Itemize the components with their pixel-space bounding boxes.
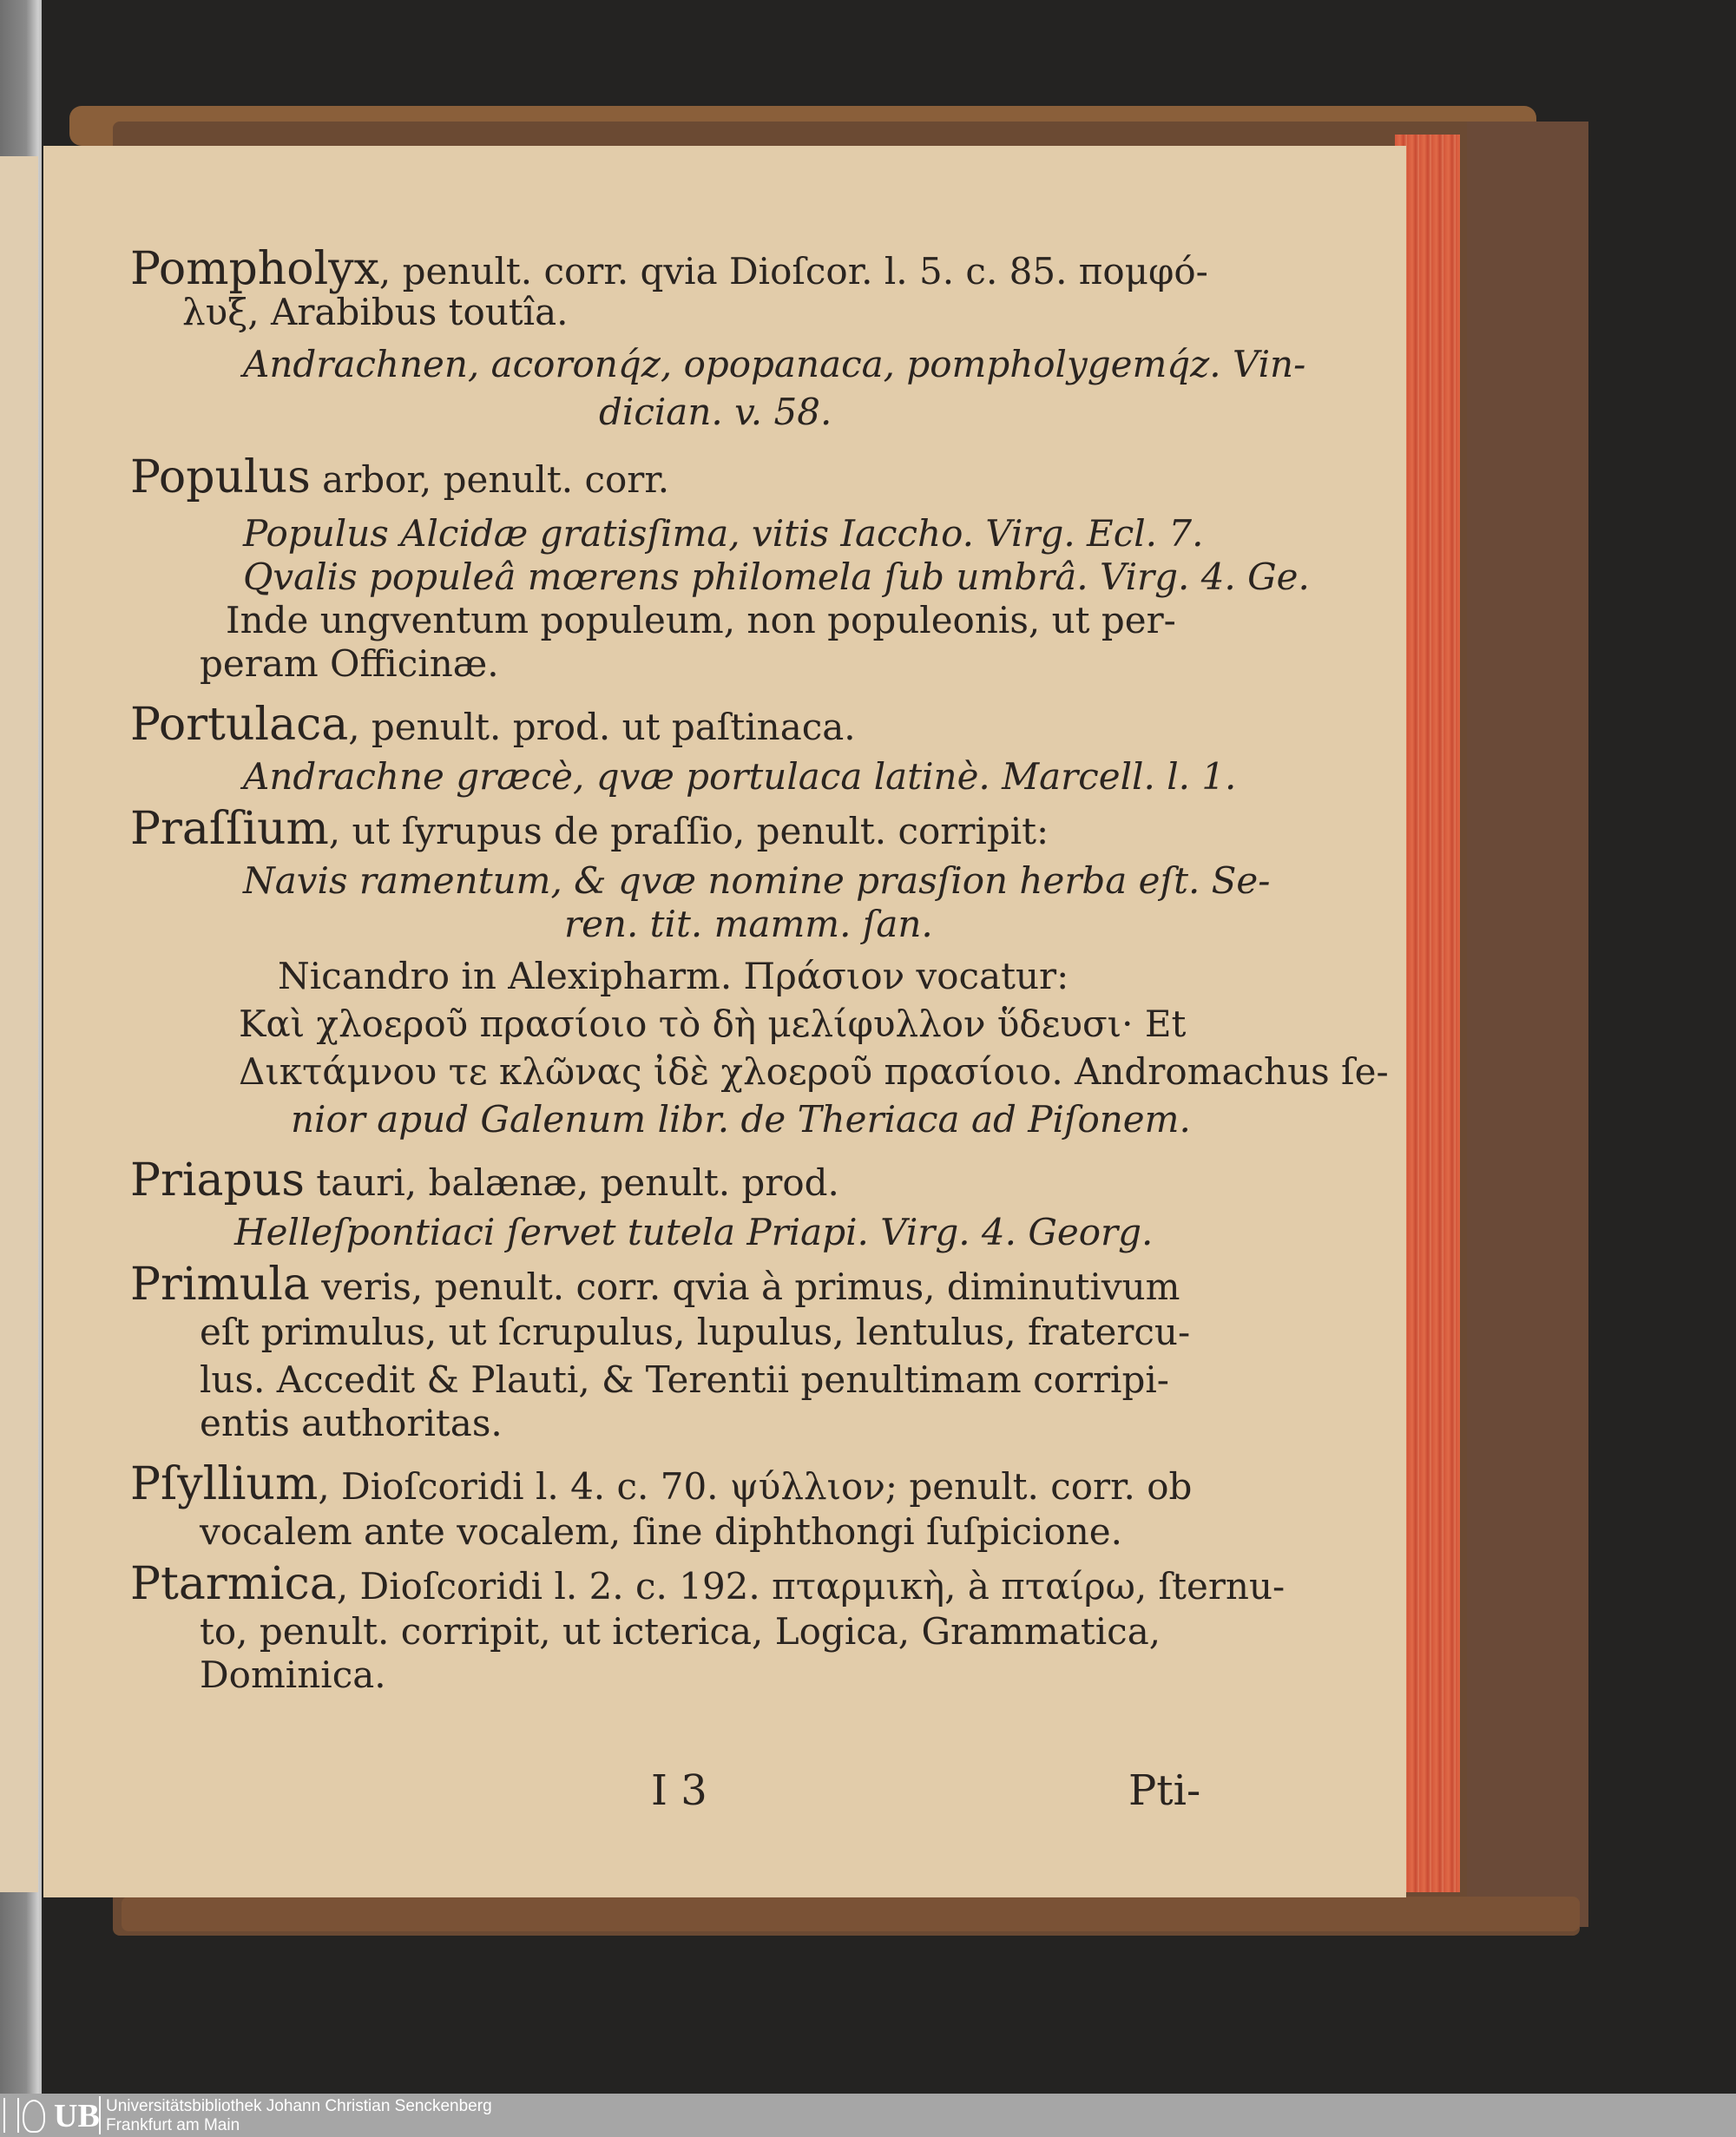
text-line: lus. Accedit & Plauti, & Terentii penultimam corripi- [200,1358,1169,1401]
headword: Populus [130,451,311,503]
library-banner [0,2094,1736,2137]
entry-text: , penult. prod. ut paſtinaca. [348,706,856,748]
text-line: nior apud Galenum libr. de Theriaca ad Piſonem. [291,1098,1191,1141]
adjacent-page-paper [0,156,38,1892]
text-line: λυξ, Arabibus toutîa. [182,291,569,333]
entry-headline [130,1154,839,1207]
headword: Priapus [130,1154,305,1207]
logo-portrait-icon [23,2100,45,2133]
library-name: Universitätsbibliothek Johann Christian Senckenberg [106,2097,492,2115]
text-line: Qvalis populeâ mœrens philomela ſub umbrâ. Virg. 4. Ge. [243,556,1310,598]
entry-headline [130,1558,1286,1610]
entry-text: tauri, balænæ, penult. prod. [304,1161,839,1204]
text-line: Nicandro in Alexipharm. Πράσιον vocatur: [278,955,1069,997]
book-cover-right-edge [1467,122,1588,1927]
text-line: eſt primulus, ut ſcrupulus, lupulus, lentulus, fratercu- [200,1311,1191,1353]
text-line: to, penult. corripit, ut icterica, Logica, Grammatica, [200,1610,1161,1653]
headword: Portulaca [130,699,349,751]
text-line: Populus Alcidæ gratisſima, vitis Iaccho. Virg. Ecl. 7. [243,512,1204,555]
entry-text: , Dioſcoridi l. 2. c. 192. πταρμικὴ, à πταίρω, ſternu- [336,1565,1286,1608]
entry-headline [130,243,1208,295]
text-line: Δικτάμνου τε κλῶνας ἰδὲ χλοεροῦ πρασίοιο. Andromachus ſe- [239,1050,1389,1093]
entry-headline [130,699,856,751]
entry-headline [130,1458,1193,1510]
headword: Primula [130,1259,310,1311]
entry-text: veris, penult. corr. qvia à primus, diminutivum [309,1266,1180,1308]
logo-text: UB [54,2098,100,2134]
catchword: Pti- [1128,1766,1201,1815]
text-line: vocalem ante vocalem, ſine diphthongi ſuſpicione. [200,1510,1122,1553]
text-line: Καὶ χλοεροῦ πρασίοιο τὸ δὴ μελίφυλλον ὕδευσι· Et [239,1003,1187,1045]
logo-columns-icon [3,2098,19,2133]
text-line: peram Officinæ. [200,642,499,685]
text-line: Helleſpontiaci ſervet tutela Priapi. Virg. 4. Georg. [234,1211,1154,1253]
entry-text: , penult. corr. qvia Dioſcor. l. 5. c. 85. πομφό- [378,250,1208,293]
headword: Pſyllium [130,1458,319,1510]
text-line: dician. v. 58. [599,391,832,433]
entry-text: , Dioſcoridi l. 4. c. 70. ψύλλιον; penult. corr. ob [318,1465,1193,1508]
text-line: Navis ramentum, & qvæ nomine prasſion herba eſt. Se- [243,859,1271,902]
text-line: ren. tit. mamm. ſan. [564,903,933,945]
text-line: Andrachne græcè, qvæ portulaca latinè. Marcell. l. 1. [243,755,1237,798]
entry-headline [130,1259,1180,1311]
entry-headline [130,803,1049,855]
entry-text: , ut ſyrupus de praſſio, penult. corripit: [328,810,1049,852]
text-line: entis authoritas. [200,1402,503,1444]
library-location: Frankfurt am Main [106,2116,240,2134]
text-line: Dominica. [200,1654,386,1696]
signature-mark: I 3 [651,1766,707,1815]
headword: Praſſium [130,803,329,855]
text-line: Andrachnen, acoronq́z, opopanaca, pompholygemq́z. Vin- [243,343,1306,385]
headword: Pompholyx [130,243,379,295]
book-cover-bottom-edge [122,1897,1580,1931]
text-line: Inde ungventum populeum, non populeonis, ut per- [226,599,1176,641]
headword: Ptarmica [130,1558,337,1610]
entry-text: arbor, penult. corr. [310,458,670,501]
entry-headline [130,451,670,503]
library-logo [3,2096,101,2134]
